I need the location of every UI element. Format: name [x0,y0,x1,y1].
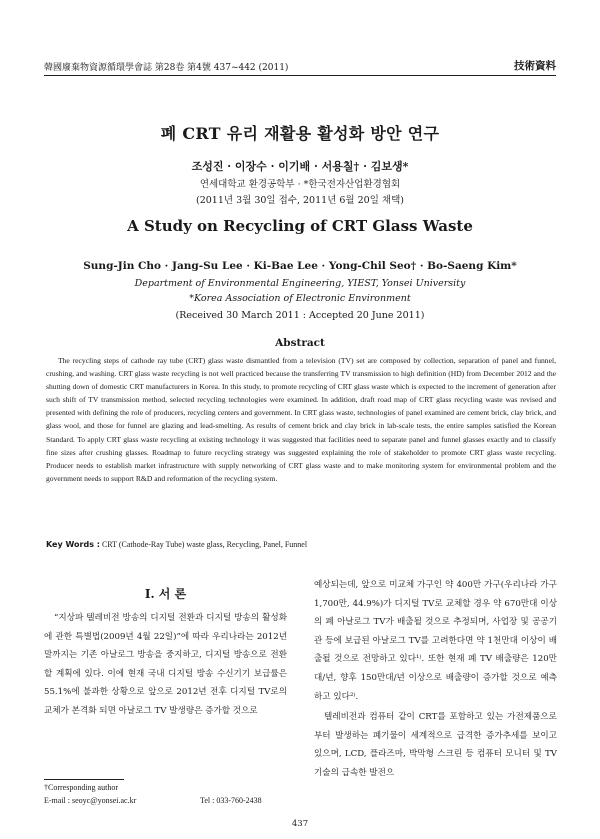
english-affiliation-2: *Korea Association of Electronic Environment [189,293,411,304]
english-dates: (Received 30 March 2011 : Accepted 20 June 2011) [175,310,425,321]
author-tel: Tel : 033-760-2438 [200,796,262,805]
footnote-rule [44,779,124,780]
intro-paragraph-1: “지상파 텔레비전 방송의 디지털 전환과 디지털 방송의 활성화에 관한 특별법(2009년 4월 22일)”에 따라 우리나라는 2012년 말까지는 기존 아날로그 방송을 중지하고, 디지털 방송으로 전환할 계획에 있다. 이에 현재 국내 디지털 방송 수신기기 보급률은 55.1%에 불과한 상황으로 앞으로 2012년 전후 디지털 TV로의 교체가 본격화 되면 아날로그 TV 발생량은 증가할 것으로 [44,613,287,716]
corresponding-author-note: †Corresponding author [44,783,118,792]
section-label: 技術資料 [514,60,556,72]
keywords-list: CRT (Cathode-Ray Tube) waste glass, Recycling, Panel, Funnel [101,540,308,549]
korean-affiliation: 연세대학교 환경공학부 · *한국전자산업환경협회 [199,179,401,190]
english-title: A Study on Recycling of CRT Glass Waste [127,217,473,235]
intro-paragraph-2: 예상되는데, 앞으로 미교체 가구인 약 400만 가구(우리나라 가구 1,700만, 44.9%)가 디지털 TV로 교체할 경우 약 670만대 이상의 폐 아날로그 TV가 배출될 것으로 추정되며, 사업장 및 공공기관 등에 보급된 아날로그 TV를 고려한다면 약 1천만대 이상이 배출될 것으로 전망하고 있다¹⁾. 또한 현재 폐 TV 배출량은 120만대/년, 향후 150만대/년 이상으로 배출량이 증가할 것으로 예측하고 있다²⁾. [314,580,557,702]
keywords [46,540,556,549]
author-email: E-mail : seoyc@yonsei.ac.kr [44,796,137,805]
english-affiliation-1: Department of Environmental Engineering, YIEST, Yonsei University [134,278,466,289]
abstract-heading: Abstract [275,337,325,349]
header-rule [44,75,556,76]
intro-paragraph-3: 텔레비전과 컴퓨터 같이 CRT를 포함하고 있는 가전제품으로부터 발생하는 폐기물이 세계적으로 급격한 증가추세를 보이고 있으며, LCD, 플라즈마, 박막형 스크린 등 컴퓨터 모니터 및 TV 기술의 급속한 발전으 [314,712,557,778]
journal-header [44,53,556,73]
journal-citation: 韓國廢棄物資源循環學會誌 第28卷 第4號 437~442 (2011) [44,63,289,73]
korean-dates: (2011년 3월 30일 접수, 2011년 6월 20일 채택) [196,195,404,206]
page-number: 437 [291,819,309,829]
abstract-text: The recycling steps of cathode ray tube (CRT) glass waste dismantled from a television (TV) set are composed by collection, separation of panel and funnel, crushing, and washing. CRT glass waste recycling is not well practiced because the transferring TV transmission to high definition (HD) from December 2012 and the shutting down of domestic CRT manufacturers in Korea. In this study, to promote recycling of CRT glass waste which is expected to the increment of generation after such shift of TV transmission method, selected recycling technologies were examined. In addition, draft road map of CRT glass recycling waste was revised and presented with defining the role of producers, recycling centers and government. In CRT glass waste, technologies of panel examined are cement brick, clay brick, and glass wool, and those for funnel are glazing and lead-smelting. As results of cement brick and clay brick in lab-scale tests, the entire samples satisfied the Korean Standard. To apply CRT glass waste recycling at existing technology it was suggested that facilities need to separate panel and funnel glasses exactly and to classify fine sizes after crushing glasses. Roadmap to future recycling strategy was suggested explaining the role of stakeholder to promote CRT glass waste recycling. Producer needs to establish market infrastructure with supply networking of CRT glass waste and to make monitoring system for environmental problem and the government needs to support R&D and reformation of the recycling system. [46,356,556,483]
right-column [314,576,557,783]
korean-authors: 조성진 · 이장수 · 이기배 · 서용칠† · 김보생* [191,160,409,173]
section-heading-introduction: I. 서 론 [144,587,187,601]
keywords-label: Key Words : [46,540,100,549]
korean-title: 폐 CRT 유리 재활용 활성화 방안 연구 [160,124,440,143]
contact-line [44,796,262,805]
english-authors: Sung-Jin Cho · Jang-Su Lee · Ki-Bae Lee · Yong-Chil Seo† · Bo-Saeng Kim* [83,260,517,272]
left-column [44,585,287,721]
